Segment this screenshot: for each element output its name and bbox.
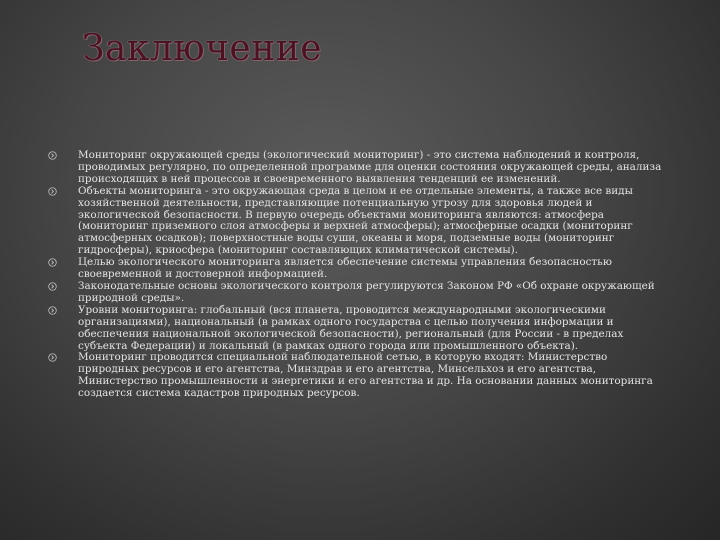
list-item-text: Объекты мониторинга - это окружающая среда в целом и ее отдельные элементы, а также все виды хозяйственной деятельности, представляющие потенциальную угрозу для здоровья людей и экологической безопасности. В первую очередь объектами мониторинга являются: атмосфера (мониторинг приземного слоя атмосферы и верхней атмосферы); атмосферные осадки (мониторинг атмосферных осадков); поверхностные воды суши, океаны и моря, подземные воды (мониторинг гидросферы), криосфера (мониторинг составляющих климатической системы). [78,184,633,257]
list-item-text: Законодательные основы экологического контроля регулируются Законом РФ «Об охране окружающей природной среды». [78,279,655,304]
list-item [48,150,668,186]
circled-chevron-right-icon [48,282,57,291]
circled-chevron-right-icon [48,353,57,362]
list-item [48,305,668,353]
list-item-text: Мониторинг окружающей среды (экологический мониторинг) - это система наблюдений и контроля, проводимых регулярно, по определенной программе для оценки состояния окружающей среды, анализа происходящих в ней процессов и своевременного выявления тенденций ее изменений. [78,149,662,185]
slide-title: Заключение [82,28,323,69]
list-item [48,186,668,257]
list-item [48,352,668,400]
list-item-text: Мониторинг проводится специальной наблюдательной сетью, в которую входят: Министерство природных ресурсов и его агентства, Минздрав и его агентства, Минсельхоз и его агентства, Министерство промышленности и энергетики и его агентства и др. На основании данных мониторинга создается система кадастров природных ресурсов. [78,351,653,400]
circled-chevron-right-icon [48,187,57,196]
list-item-text: Уровни мониторинга: глобальный (вся планета, проводится международными экологическими организациями), национальный (в рамках одного государства с целью получения информации и обеспечения национальной экологической безопасности), региональный (для России - в пределах субъекта Федерации) и локальный (в рамках одного города или промышленного объекта). [78,303,624,352]
list-item [48,257,668,281]
bullet-list [48,150,668,400]
list-item [48,281,668,305]
circled-chevron-right-icon [48,306,57,315]
list-item-text: Целью экологического мониторинга является обеспечение системы управления безопасностью своевременной и достоверной информацией. [78,256,612,281]
circled-chevron-right-icon [48,258,57,267]
circled-chevron-right-icon [48,151,57,160]
